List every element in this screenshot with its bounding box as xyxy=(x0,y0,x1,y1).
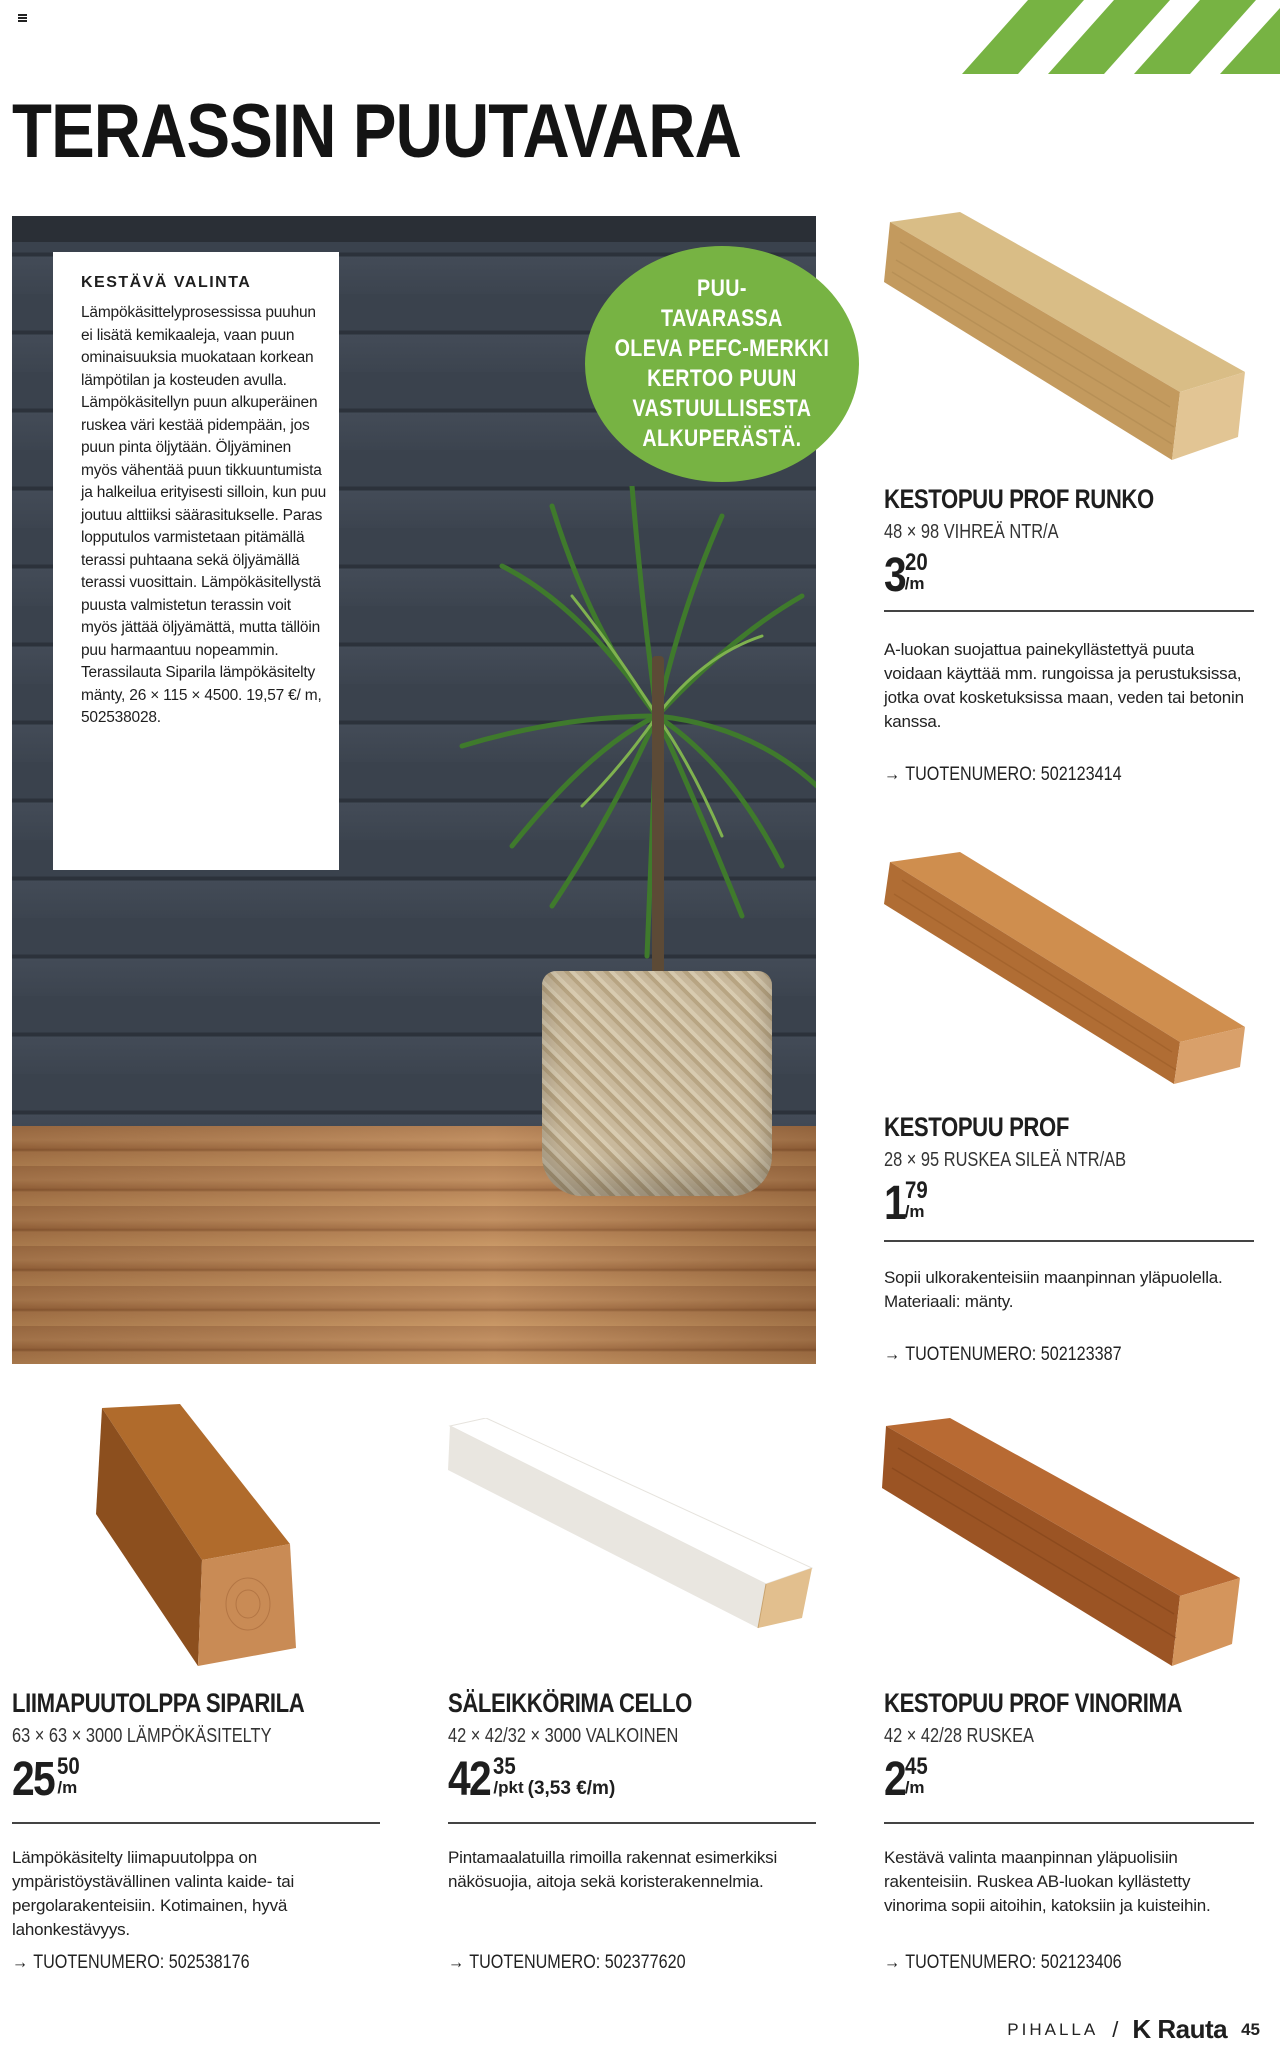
product-number-prof[interactable]: → TUOTENUMERO: 502123387 xyxy=(884,1344,1122,1365)
divider xyxy=(12,1822,380,1824)
arrow-right-icon: → xyxy=(448,1952,465,1973)
product-name-cello: SÄLEIKKÖRIMA CELLO xyxy=(448,1688,692,1718)
arrow-right-icon: → xyxy=(884,1952,901,1973)
product-description-cello: Pintamaalatuilla rimoilla rakennat esimerkiksi näkösuojia, aitoja sekä koristerakennelmia. xyxy=(448,1848,778,1891)
price-unit: /m xyxy=(904,574,925,593)
divider xyxy=(884,1240,1254,1242)
product-price-vinorima xyxy=(884,1753,931,1806)
product-spec-siparila: 63 × 63 × 3000 LÄMPÖKÄSITELTY xyxy=(12,1725,272,1747)
product-spec-cello: 42 × 42/32 × 3000 VALKOINEN xyxy=(448,1725,679,1747)
product-number-siparila[interactable]: → TUOTENUMERO: 502538176 xyxy=(12,1952,250,1973)
product-name-runko: KESTOPUU PROF RUNKO xyxy=(884,484,1154,514)
product-name-siparila: LIIMAPUUTOLPPA SIPARILA xyxy=(12,1688,305,1718)
menu-icon[interactable] xyxy=(18,14,27,22)
pefc-badge-text: PUU- TAVARASSA OLEVA PEFC-MERKKI KERTOO PUUN VASTUULLISESTA ALKUPERÄSTÄ. xyxy=(614,275,830,452)
product-image-prof xyxy=(880,852,1250,1102)
price-unit: /m xyxy=(57,1778,78,1797)
product-spec-vinorima: 42 × 42/28 RUSKEA xyxy=(884,1725,1034,1747)
page-footer xyxy=(1007,2014,1260,2045)
woven-basket xyxy=(542,971,772,1196)
price-decimals: 45 xyxy=(904,1753,928,1780)
k-rauta-logo: K Rauta xyxy=(1132,2014,1228,2044)
footer-section: PIHALLA xyxy=(1007,2019,1099,2039)
info-box-body: Lämpökäsittelyprosessissa puuhun ei lisätä kemikaaleja, vaan puun ominaisuuksia muokataan korkean lämpötilan ja kosteuden avulla. Lämpökäsitellyn puun alkuperäinen ruskea väri kestää pidempään, jos puun pinta öljytään. Öljyäminen myös vähentää puun tikkuuntumista ja halkeilua erityisesti silloin, kun puu joutuu alttiiksi säärasitukselle. Paras lopputulos varmistetaan pitämällä terassi puhtaana sekä öljyämällä terassi vuosittain. Lämpökäsitellystä puusta valmistetun terassin voit myös jättää öljyämättä, mutta tällöin puu harmaantuu nopeammin. Terassilauta Siparila lämpökäsitelty mänty, 26 × 115 × 4500. 19,57 €/ m, 502538028. xyxy=(81,304,327,726)
green-stripes-decoration xyxy=(880,0,1280,74)
info-box xyxy=(53,252,339,870)
price-per-meter: (3,53 €/m) xyxy=(527,1778,616,1799)
price-integer: 2 xyxy=(884,1753,905,1806)
product-name-prof: KESTOPUU PROF xyxy=(884,1112,1069,1142)
product-number-vinorima[interactable]: → TUOTENUMERO: 502123406 xyxy=(884,1952,1122,1973)
product-price-siparila xyxy=(12,1753,84,1806)
page-number: 45 xyxy=(1241,2019,1260,2039)
page-title: TERASSIN PUUTAVARA xyxy=(12,89,741,174)
product-description-vinorima: Kestävä valinta maanpinnan yläpuolisiin rakenteisiin. Ruskea AB-luokan kyllästetty vinorima sopii aitoihin, katoksiin ja kuisteihin. xyxy=(884,1848,1211,1915)
product-description-siparila: Lämpökäsitelty liimapuutolppa on ympäristöystävällinen valinta kaide- tai pergolarakenteisiin. Kotimainen, hyvä lahonkestävyys. xyxy=(12,1848,295,1939)
product-price-runko xyxy=(884,549,931,602)
product-image-vinorima xyxy=(880,1418,1250,1668)
product-description-runko: A-luokan suojattua painekyllästettyä puuta voidaan käyttää mm. rungoissa ja perustuksissa, jotka ovat kosketuksissa maan, veden tai betonin kanssa. xyxy=(884,640,1244,731)
product-image-siparila xyxy=(90,1404,310,1669)
product-image-cello xyxy=(446,1418,816,1638)
plant-illustration xyxy=(442,486,816,1006)
price-decimals: 79 xyxy=(904,1177,928,1204)
product-spec-runko: 48 × 98 VIHREÄ NTR/A xyxy=(884,521,1059,543)
divider xyxy=(884,1822,1254,1824)
product-price-prof xyxy=(884,1177,931,1230)
price-unit: /pkt xyxy=(493,1778,524,1797)
price-integer: 3 xyxy=(884,549,905,602)
price-decimals: 35 xyxy=(493,1753,517,1780)
product-name-vinorima: KESTOPUU PROF VINORIMA xyxy=(884,1688,1183,1718)
price-decimals: 50 xyxy=(57,1753,81,1780)
price-unit: /m xyxy=(904,1778,925,1797)
price-integer: 1 xyxy=(884,1177,905,1230)
product-number-runko[interactable]: → TUOTENUMERO: 502123414 xyxy=(884,764,1122,785)
price-integer: 25 xyxy=(12,1753,54,1806)
info-box-heading: KESTÄVÄ VALINTA xyxy=(81,274,252,291)
arrow-right-icon: → xyxy=(884,764,901,785)
product-number-cello[interactable]: → TUOTENUMERO: 502377620 xyxy=(448,1952,686,1973)
price-decimals: 20 xyxy=(904,549,928,576)
pefc-badge xyxy=(585,246,859,482)
product-image-runko xyxy=(880,212,1250,462)
product-price-cello xyxy=(448,1753,616,1806)
divider xyxy=(884,610,1254,612)
product-spec-prof: 28 × 95 RUSKEA SILEÄ NTR/AB xyxy=(884,1149,1127,1171)
product-description-prof: Sopii ulkorakenteisiin maanpinnan yläpuolella. Materiaali: mänty. xyxy=(884,1268,1223,1311)
price-integer: 42 xyxy=(448,1753,490,1806)
divider xyxy=(448,1822,816,1824)
arrow-right-icon: → xyxy=(12,1952,29,1973)
price-unit: /m xyxy=(904,1202,925,1221)
arrow-right-icon: → xyxy=(884,1344,901,1365)
footer-separator: / xyxy=(1112,2016,1119,2042)
